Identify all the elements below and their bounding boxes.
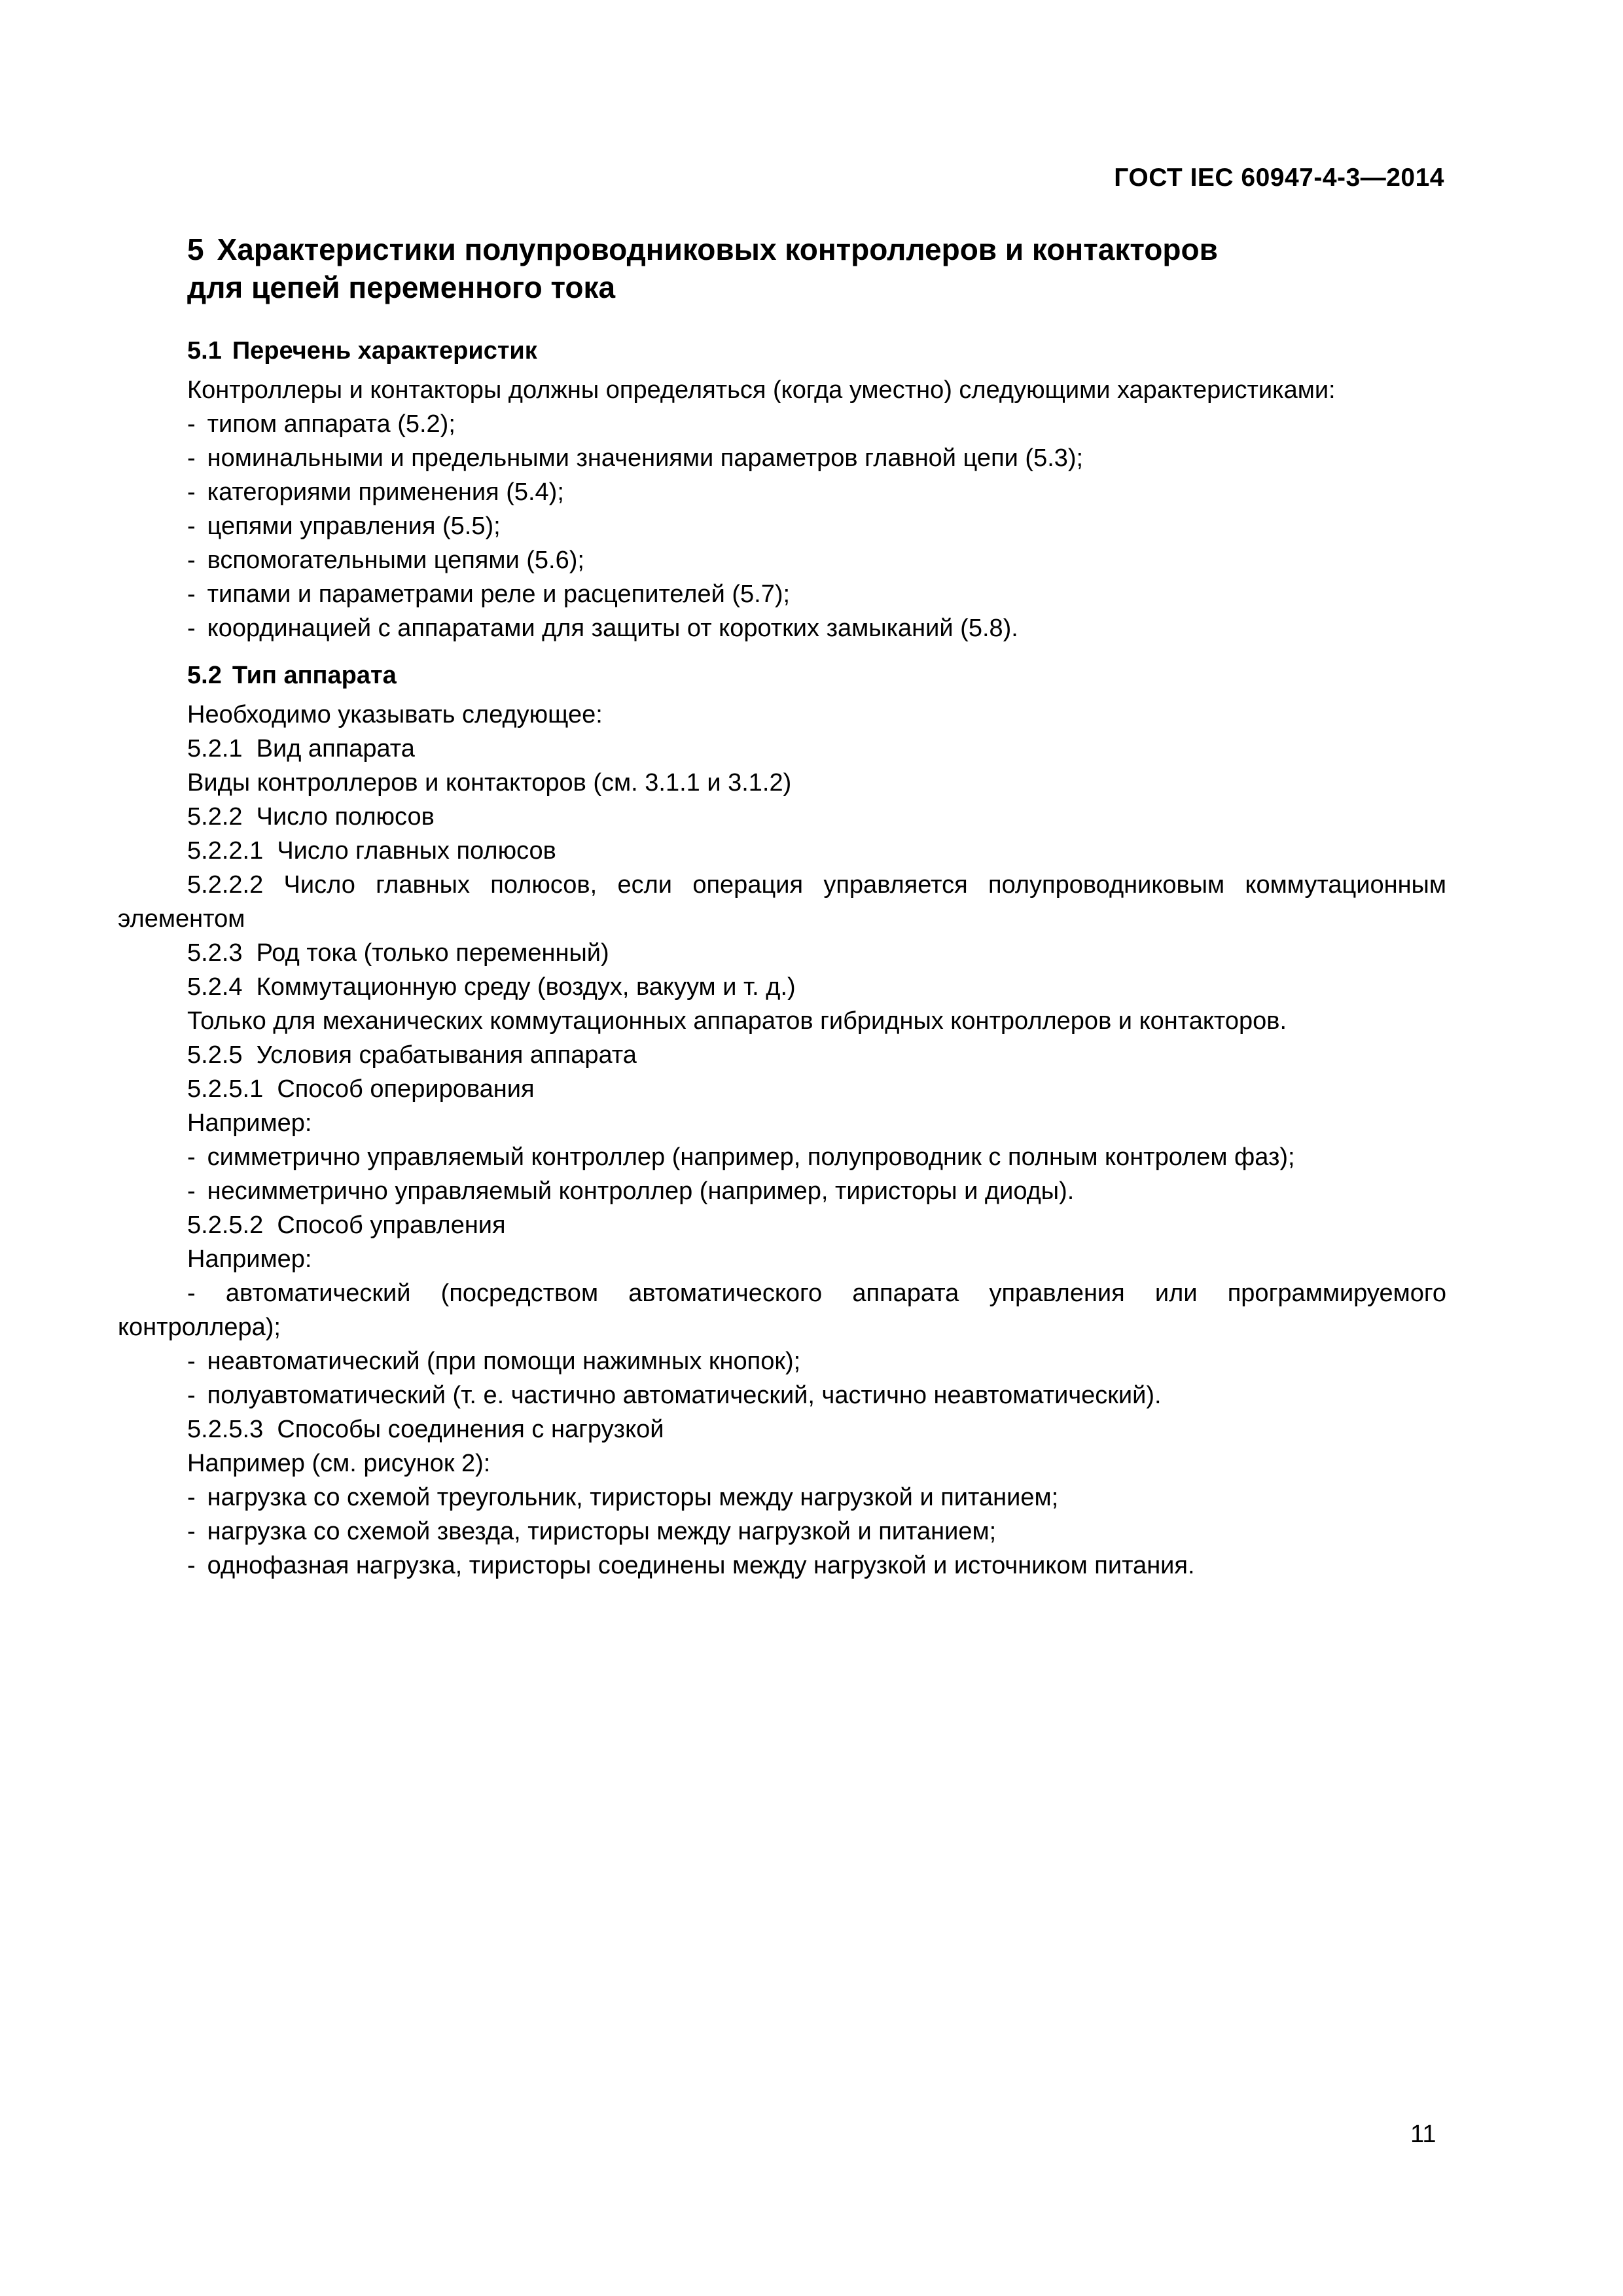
clause-5-2-5-3: 5.2.5.3 Способы соединения с нагрузкой	[187, 1416, 664, 1443]
section-title-line1: Характеристики полупроводниковых контроллеров и контакторов	[217, 232, 1218, 266]
list-item: - типами и параметрами реле и расцепителей (5.7);	[187, 581, 791, 608]
list-item: - номинальными и предельными значениями параметров главной цепи (5.3);	[187, 444, 1084, 472]
list-item: - полуавтоматический (т. е. частично автоматический, частично неавтоматический).	[187, 1382, 1162, 1409]
paragraph: Например:	[187, 1246, 312, 1273]
list-item: - однофазная нагрузка, тиристоры соединены между нагрузкой и источником питания.	[187, 1552, 1195, 1579]
list-item: - типом аппарата (5.2);	[187, 410, 455, 438]
subsection-title: Тип аппарата	[232, 662, 397, 689]
clause-5-2-2-1: 5.2.2.1 Число главных полюсов	[187, 837, 556, 865]
list-item: - неавтоматический (при помощи нажимных кнопок);	[187, 1348, 801, 1375]
paragraph: Например (см. рисунок 2):	[187, 1450, 491, 1477]
paragraph: Например:	[187, 1109, 312, 1137]
subsection-number: 5.1	[187, 337, 222, 365]
clause-5-2-1: 5.2.1 Вид аппарата	[187, 735, 415, 762]
list-item: - координацией с аппаратами для защиты от коротких замыканий (5.8).	[187, 615, 1018, 642]
page-content	[118, 230, 1446, 1583]
list-item: - симметрично управляемый контроллер (например, полупроводник с полным контролем фаз);	[187, 1143, 1295, 1171]
page-number: 11	[1410, 2121, 1436, 2148]
list-item: - автоматический (посредством автоматического аппарата управления или программируемого контроллера);	[118, 1280, 1446, 1341]
clause-5-2-5-2: 5.2.5.2 Способ управления	[187, 1211, 506, 1239]
clause-5-2-2: 5.2.2 Число полюсов	[187, 803, 435, 831]
clause-5-2-2-2: 5.2.2.2 Число главных полюсов, если операция управляется полупроводниковым коммутационным элементом	[118, 871, 1446, 933]
list-item: - вспомогательными цепями (5.6);	[187, 547, 584, 574]
section-5-2-heading	[118, 658, 1446, 692]
list-item: - категориями применения (5.4);	[187, 478, 564, 506]
clause-5-2-4: 5.2.4 Коммутационную среду (воздух, вакуум и т. д.)	[187, 973, 796, 1001]
clause-5-2-5-1: 5.2.5.1 Способ оперирования	[187, 1075, 535, 1103]
paragraph: Контроллеры и контакторы должны определяться (когда уместно) следующими характеристиками:	[187, 376, 1336, 404]
paragraph: Виды контроллеров и контакторов (см. 3.1.1 и 3.1.2)	[187, 769, 792, 797]
section-5-heading-cont	[118, 268, 1446, 306]
section-title-line2: для цепей переменного тока	[187, 270, 616, 304]
clause-5-2-3: 5.2.3 Род тока (только переменный)	[187, 939, 609, 967]
section-5-heading	[118, 230, 1446, 268]
standard-designation: ГОСТ IEC 60947-4-3—2014	[1114, 164, 1444, 192]
paragraph: Необходимо указывать следующее:	[187, 701, 603, 728]
list-item: - нагрузка со схемой треугольник, тиристоры между нагрузкой и питанием;	[187, 1484, 1059, 1511]
clause-5-2-5: 5.2.5 Условия срабатывания аппарата	[187, 1041, 637, 1069]
list-item: - цепями управления (5.5);	[187, 512, 501, 540]
paragraph: Только для механических коммутационных аппаратов гибридных контроллеров и контакторов.	[187, 1007, 1287, 1035]
list-item: - нагрузка со схемой звезда, тиристоры между нагрузкой и питанием;	[187, 1518, 997, 1545]
list-item: - несимметрично управляемый контроллер (например, тиристоры и диоды).	[187, 1177, 1075, 1205]
subsection-number: 5.2	[187, 662, 222, 689]
subsection-title: Перечень характеристик	[232, 337, 537, 365]
section-5-1-heading	[118, 334, 1446, 368]
section-number: 5	[187, 232, 204, 266]
